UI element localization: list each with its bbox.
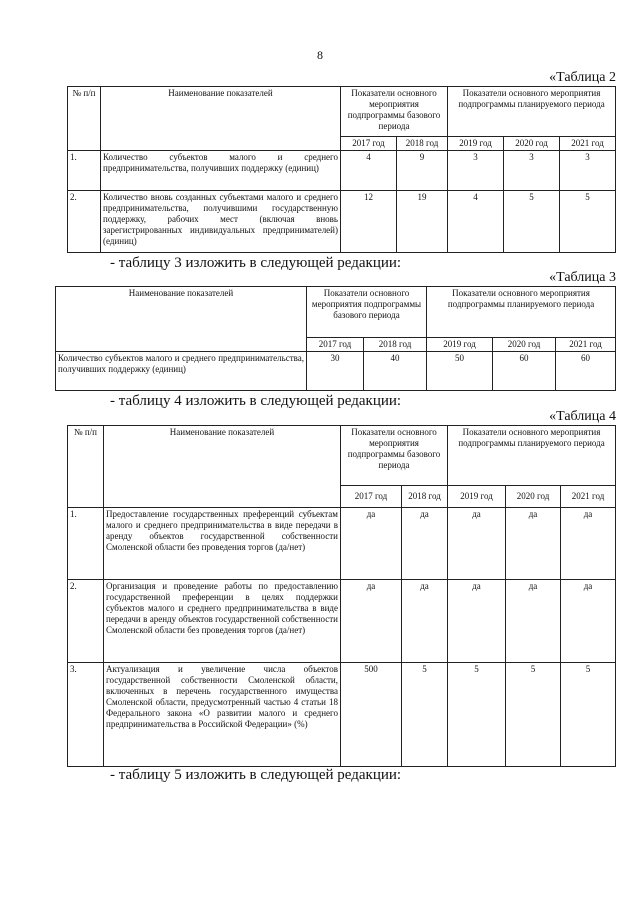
- value-cell: 60: [493, 352, 556, 391]
- value-cell: 4: [341, 151, 397, 190]
- table-row: [56, 352, 616, 391]
- value-cell: 5: [504, 190, 560, 252]
- value-cell: да: [506, 580, 561, 663]
- year-header: 2020 год: [493, 337, 556, 351]
- value-cell: да: [402, 580, 448, 663]
- year-header: 2019 год: [448, 486, 506, 508]
- value-cell: 4: [448, 190, 504, 252]
- table-2: [67, 86, 616, 253]
- row-number: 2.: [68, 580, 104, 663]
- table4-caption: «Таблица 4: [549, 409, 616, 424]
- value-cell: 12: [341, 190, 397, 252]
- value-cell: да: [561, 580, 616, 663]
- value-cell: 40: [364, 352, 427, 391]
- value-cell: 5: [402, 663, 448, 767]
- year-header: 2020 год: [504, 136, 560, 151]
- value-cell: 9: [397, 151, 448, 190]
- value-cell: да: [506, 508, 561, 580]
- col-header-name: Наименование показателей: [101, 87, 341, 151]
- indicator-name: Предоставление государственных преференций субъектам малого и среднего предпринимательства в виде передачи в аренду объектов государственной собственности Смоленской области без проведения торгов (да/нет): [104, 508, 341, 580]
- value-cell: да: [341, 508, 402, 580]
- value-cell: да: [561, 508, 616, 580]
- page-number: 8: [317, 48, 323, 62]
- instruction-table3: - таблицу 3 изложить в следующей редакции:: [110, 255, 402, 271]
- table-row: [68, 151, 616, 190]
- value-cell: 3: [504, 151, 560, 190]
- row-number: 1.: [68, 508, 104, 580]
- year-header: 2017 год: [307, 337, 364, 351]
- col-header-base-period: Показатели основного мероприятия подпрограммы базового периода: [341, 87, 448, 137]
- value-cell: 5: [560, 190, 616, 252]
- col-header-plan-period: Показатели основного мероприятия подпрограммы планируемого периода: [427, 287, 616, 338]
- year-header: 2018 год: [402, 486, 448, 508]
- row-number: 3.: [68, 663, 104, 767]
- col-header-num: № п/п: [68, 87, 101, 151]
- table3-caption: «Таблица 3: [549, 270, 616, 285]
- value-cell: 50: [427, 352, 493, 391]
- value-cell: 500: [341, 663, 402, 767]
- year-header: 2021 год: [560, 136, 616, 151]
- table-row: [68, 190, 616, 252]
- table-4: [67, 425, 616, 767]
- year-header: 2018 год: [397, 136, 448, 151]
- table-row: [68, 580, 616, 663]
- year-header: 2021 год: [561, 486, 616, 508]
- table-row: [68, 663, 616, 767]
- instruction-table5: - таблицу 5 изложить в следующей редакции:: [110, 767, 402, 783]
- value-cell: 30: [307, 352, 364, 391]
- col-header-plan-period: Показатели основного мероприятия подпрограммы планируемого периода: [448, 87, 616, 137]
- indicator-name: Количество субъектов малого и среднего предпринимательства, получивших поддержку (единиц): [56, 352, 307, 391]
- value-cell: да: [341, 580, 402, 663]
- value-cell: 5: [506, 663, 561, 767]
- year-header: 2019 год: [448, 136, 504, 151]
- year-header: 2017 год: [341, 136, 397, 151]
- col-header-num: № п/п: [68, 426, 104, 508]
- value-cell: 19: [397, 190, 448, 252]
- col-header-base-period: Показатели основного мероприятия подпрограммы базового периода: [307, 287, 427, 338]
- row-number: 2.: [68, 190, 101, 252]
- col-header-name: Наименование показателей: [104, 426, 341, 508]
- year-header: 2018 год: [364, 337, 427, 351]
- indicator-name: Актуализация и увеличение числа объектов государственной собственности Смоленской области, включенных в перечень государственного имущества Смоленской области, предусмотренный частью 4 статьи 18 Федерального закона «О развитии малого и среднего предпринимательства в Российской Федерации» (%): [104, 663, 341, 767]
- table-3: [55, 286, 616, 391]
- indicator-name: Количество вновь созданных субъектами малого и среднего предпринимательства, получившими государственную поддержку, рабочих мест (включая вновь зарегистрированных индивидуальных предпринимателей) (единиц): [101, 190, 341, 252]
- value-cell: да: [448, 508, 506, 580]
- year-header: 2019 год: [427, 337, 493, 351]
- table2-caption: «Таблица 2: [549, 70, 616, 85]
- value-cell: да: [448, 580, 506, 663]
- instruction-table4: - таблицу 4 изложить в следующей редакции:: [110, 393, 402, 409]
- value-cell: да: [402, 508, 448, 580]
- year-header: 2020 год: [506, 486, 561, 508]
- value-cell: 5: [448, 663, 506, 767]
- indicator-name: Количество субъектов малого и среднего предпринимательства, получивших поддержку (единиц): [101, 151, 341, 190]
- value-cell: 3: [560, 151, 616, 190]
- col-header-plan-period: Показатели основного мероприятия подпрограммы планируемого периода: [448, 426, 616, 486]
- year-header: 2017 год: [341, 486, 402, 508]
- col-header-name: Наименование показателей: [56, 287, 307, 352]
- table-row: [68, 508, 616, 580]
- col-header-base-period: Показатели основного мероприятия подпрограммы базового периода: [341, 426, 448, 486]
- value-cell: 60: [556, 352, 616, 391]
- row-number: 1.: [68, 151, 101, 190]
- value-cell: 5: [561, 663, 616, 767]
- indicator-name: Организация и проведение работы по предоставлению государственной преференции в целях поддержки субъектов малого и среднего предпринимательства в виде передачи в аренду объектов государственной собственности Смоленской области без проведения торгов (да/нет): [104, 580, 341, 663]
- value-cell: 3: [448, 151, 504, 190]
- year-header: 2021 год: [556, 337, 616, 351]
